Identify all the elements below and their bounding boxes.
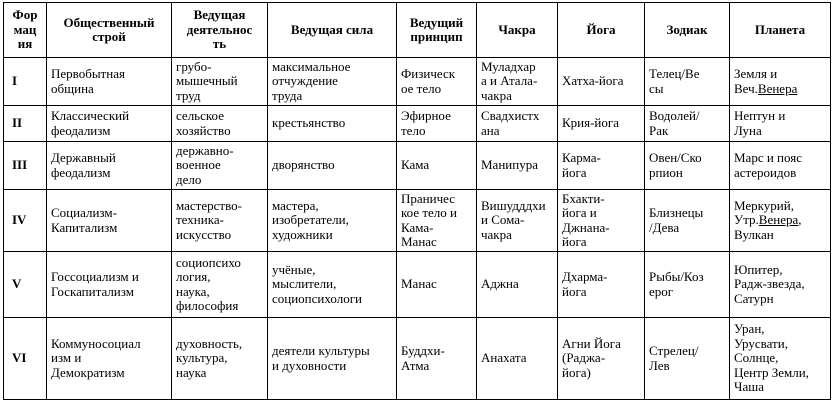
table-row	[4, 252, 831, 318]
chakra-cell: Вишудддхи и Сома- чакра	[477, 190, 558, 252]
activity-cell: державно- военное дело	[172, 142, 268, 190]
correspondence-table	[3, 2, 831, 400]
yoga-cell: Крия-йога	[558, 106, 645, 142]
chakra-cell: Аджна	[477, 252, 558, 318]
force-cell: максимальное отчуждение труда	[268, 58, 397, 106]
header-social-system: Общественный строй	[47, 3, 172, 58]
planet-text: Земля и Веч.	[734, 66, 778, 96]
zodiac-cell: Телец/Ве сы	[645, 58, 730, 106]
force-cell: дворянство	[268, 142, 397, 190]
header-yoga: Йога	[558, 3, 645, 58]
yoga-cell: Карма- йога	[558, 142, 645, 190]
planet-text: Юпитер, Радж-звезда, Сатурн	[734, 261, 805, 306]
formation-number: IV	[4, 190, 47, 252]
planet-cell	[730, 142, 831, 190]
planet-text: Меркурий, Утр.	[734, 197, 794, 228]
header-formation: Фор мац ия	[4, 3, 47, 58]
yoga-cell: Бхакти- йога и Джнана- йога	[558, 190, 645, 252]
header-planet: Планета	[730, 3, 831, 58]
activity-cell: социопсихо логия, наука, философия	[172, 252, 268, 318]
formation-number: III	[4, 142, 47, 190]
formation-number: VI	[4, 318, 47, 400]
table-row	[4, 58, 831, 106]
table-row	[4, 106, 831, 142]
yoga-cell: Дхарма- йога	[558, 252, 645, 318]
yoga-cell: Хатха-йога	[558, 58, 645, 106]
social-system-cell: Госсоциализм и Госкапитализм	[47, 252, 172, 318]
header-zodiac: Зодиак	[645, 3, 730, 58]
planet-text: Уран, Урусвати, Солнце, Центр Земли, Чаша	[734, 321, 809, 395]
zodiac-cell: Овен/Ско рпион	[645, 142, 730, 190]
planet-underlined: Венера	[758, 212, 799, 228]
force-cell: крестьянство	[268, 106, 397, 142]
zodiac-cell: Рыбы/Коз ерог	[645, 252, 730, 318]
table-row	[4, 142, 831, 190]
social-system-cell: Классический феодализм	[47, 106, 172, 142]
principle-cell: Буддхи- Атма	[397, 318, 477, 400]
planet-cell	[730, 106, 831, 142]
social-system-cell: Первобытная община	[47, 58, 172, 106]
social-system-cell: Коммуносоциал изм и Демократизм	[47, 318, 172, 400]
activity-cell: сельское хозяйство	[172, 106, 268, 142]
yoga-cell: Агни Йога (Раджа- йога)	[558, 318, 645, 400]
principle-cell: Манас	[397, 252, 477, 318]
planet-cell	[730, 58, 831, 106]
planet-cell	[730, 252, 831, 318]
planet-cell	[730, 190, 831, 252]
formation-number: V	[4, 252, 47, 318]
principle-cell: Физическ ое тело	[397, 58, 477, 106]
chakra-cell: Анахата	[477, 318, 558, 400]
principle-cell: Кама	[397, 142, 477, 190]
chakra-cell: Манипура	[477, 142, 558, 190]
planet-cell	[730, 318, 831, 400]
header-chakra: Чакра	[477, 3, 558, 58]
activity-cell: грубо- мышечный труд	[172, 58, 268, 106]
chakra-cell: Муладхар а и Атала- чакра	[477, 58, 558, 106]
social-system-cell: Социализм- Капитализм	[47, 190, 172, 252]
force-cell: деятели культуры и духовности	[268, 318, 397, 400]
formation-number: II	[4, 106, 47, 142]
zodiac-cell: Стрелец/ Лев	[645, 318, 730, 400]
header-row	[4, 3, 831, 58]
activity-cell: мастерство- техника- искусство	[172, 190, 268, 252]
table-row	[4, 318, 831, 400]
chakra-cell: Свадхистх ана	[477, 106, 558, 142]
zodiac-cell: Водолей/ Рак	[645, 106, 730, 142]
planet-text: Марс и пояс астероидов	[734, 150, 803, 180]
planet-text-tail: , Вулкан	[734, 212, 802, 242]
header-leading-force: Ведущая сила	[268, 3, 397, 58]
force-cell: мастера, изобретатели, художники	[268, 190, 397, 252]
zodiac-cell: Близнецы /Дева	[645, 190, 730, 252]
planet-text: Нептун и Луна	[734, 108, 786, 138]
table-row	[4, 190, 831, 252]
principle-cell: Праничес кое тело и Кама- Манас	[397, 190, 477, 252]
social-system-cell: Державный феодализм	[47, 142, 172, 190]
header-leading-activity: Ведущая деятельнос ть	[172, 3, 268, 58]
planet-underlined: Венера	[757, 80, 798, 96]
principle-cell: Эфирное тело	[397, 106, 477, 142]
force-cell: учёные, мыслители, социопсихологи	[268, 252, 397, 318]
activity-cell: духовность, культура, наука	[172, 318, 268, 400]
header-leading-principle: Ведущий принцип	[397, 3, 477, 58]
formation-number: I	[4, 58, 47, 106]
